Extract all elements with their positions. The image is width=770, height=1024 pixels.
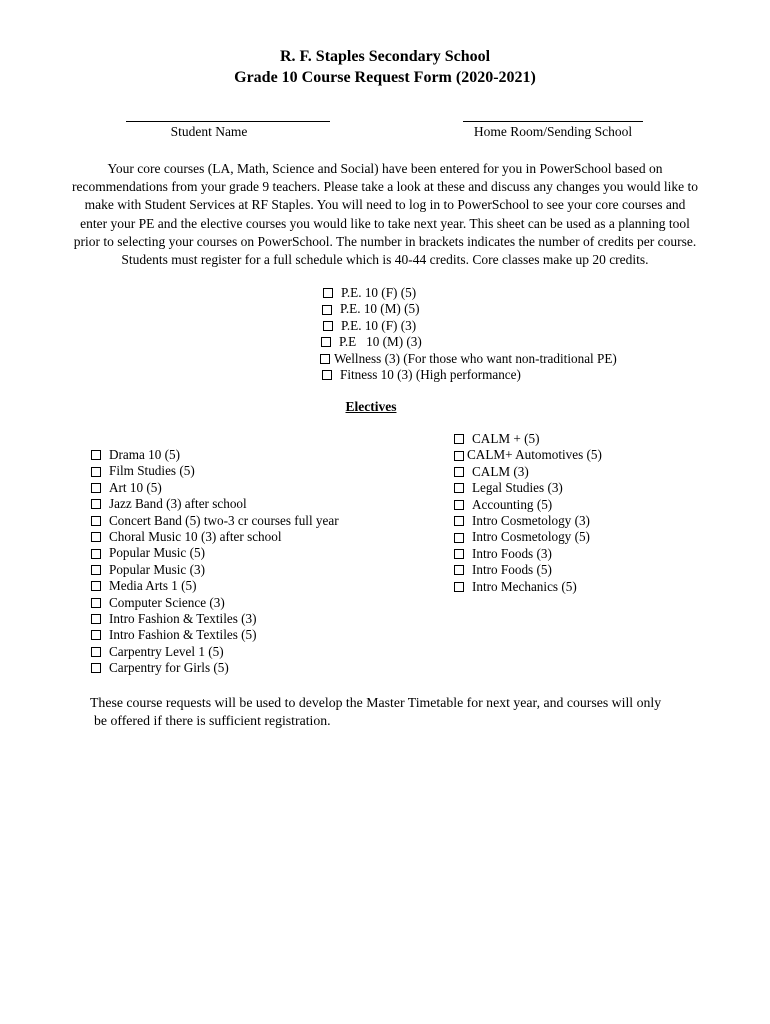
elective-option[interactable] (454, 529, 602, 545)
elective-option[interactable] (91, 660, 339, 676)
pe-option[interactable] (320, 318, 617, 334)
intro-line: recommendations from your grade 9 teachers. Please take a look at these and discuss any changes you would like to (71, 179, 699, 195)
student-name-line[interactable] (126, 121, 330, 122)
pe-options-list (320, 285, 617, 383)
elective-option[interactable] (91, 463, 339, 479)
pe-option[interactable] (320, 334, 617, 350)
electives-heading: Electives (345, 399, 397, 414)
electives-right-list (454, 431, 602, 595)
intro-line: Your core courses (LA, Math, Science and Social) have been entered for you in PowerSchool based on (107, 161, 663, 176)
checkbox[interactable] (454, 500, 464, 510)
checkbox[interactable] (454, 516, 464, 526)
elective-label: Drama 10 (5) (109, 447, 181, 462)
checkbox[interactable] (91, 516, 101, 526)
checkbox[interactable] (91, 483, 101, 493)
elective-label: Accounting (5) (472, 496, 553, 512)
school-name: R. F. Staples Secondary School (279, 48, 491, 65)
elective-label: CALM+ Automotives (5) (467, 447, 602, 463)
elective-option[interactable] (91, 545, 339, 561)
intro-line: prior to selecting your courses on PowerSchool. The number in brackets indicates the number of credits per course. (73, 233, 697, 249)
elective-label: Intro Foods (5) (472, 562, 552, 578)
checkbox[interactable] (323, 321, 333, 331)
elective-option[interactable] (91, 480, 339, 496)
elective-label: Carpentry Level 1 (5) (109, 643, 224, 659)
checkbox[interactable] (321, 337, 331, 347)
checkbox[interactable] (454, 467, 464, 477)
elective-label: Intro Cosmetology (5) (472, 529, 590, 545)
pe-option-label: P.E. 10 (F) (5) (341, 285, 417, 300)
checkbox[interactable] (91, 630, 101, 640)
elective-option[interactable] (454, 513, 602, 529)
pe-option-label: P.E. 10 (F) (3) (341, 317, 417, 333)
checkbox[interactable] (91, 598, 101, 608)
elective-option[interactable] (454, 579, 602, 595)
pe-option-label: P.E 10 (M) (3) (339, 334, 422, 350)
checkbox[interactable] (91, 663, 101, 673)
elective-option[interactable] (91, 578, 339, 594)
elective-option[interactable] (91, 644, 339, 660)
checkbox[interactable] (322, 305, 332, 315)
pe-option-label: Fitness 10 (3) (High performance) (340, 366, 521, 382)
elective-label: Media Arts 1 (5) (109, 578, 197, 594)
footer-line: These course requests will be used to develop the Master Timetable for next year, and courses will only (90, 695, 662, 710)
elective-option[interactable] (91, 562, 339, 578)
elective-label: CALM (3) (472, 463, 529, 479)
checkbox[interactable] (91, 647, 101, 657)
checkbox[interactable] (454, 483, 464, 493)
elective-label: Intro Foods (3) (472, 545, 552, 561)
student-name-label: Student Name (170, 124, 248, 139)
checkbox[interactable] (91, 614, 101, 624)
checkbox[interactable] (91, 532, 101, 542)
footer-line: be offered if there is sufficient registration. (94, 713, 331, 728)
intro-line: enter your PE and the elective courses you would like to take next year. This sheet can be used as a planning tool (80, 215, 690, 231)
elective-label: Intro Fashion & Textiles (3) (109, 610, 257, 626)
pe-option[interactable] (320, 285, 617, 301)
elective-option[interactable] (91, 627, 339, 643)
elective-label: Film Studies (5) (109, 463, 195, 479)
elective-option[interactable] (91, 611, 339, 627)
pe-option[interactable] (320, 301, 617, 317)
footer-note (90, 694, 730, 730)
elective-label: Computer Science (3) (109, 594, 225, 610)
checkbox[interactable] (454, 434, 464, 444)
elective-option[interactable] (454, 480, 602, 496)
pe-option-label: Wellness (3) (For those who want non-traditional PE) (334, 350, 617, 366)
checkbox[interactable] (91, 581, 101, 591)
elective-option[interactable] (91, 513, 339, 529)
elective-label: Concert Band (5) two-3 cr courses full year (109, 512, 339, 528)
pe-option-label: P.E. 10 (M) (5) (340, 301, 420, 317)
elective-option[interactable] (454, 431, 602, 447)
checkbox[interactable] (454, 582, 464, 592)
elective-option[interactable] (91, 496, 339, 512)
checkbox[interactable] (454, 533, 464, 543)
elective-label: Intro Mechanics (5) (472, 578, 577, 594)
elective-option[interactable] (454, 546, 602, 562)
elective-label: CALM + (5) (472, 431, 540, 446)
intro-line: Students must register for a full schedule which is 40-44 credits. Core classes make up 20 credits. (121, 252, 649, 268)
checkbox[interactable] (91, 565, 101, 575)
elective-label: Legal Studies (3) (472, 480, 563, 496)
checkbox[interactable] (91, 499, 101, 509)
intro-paragraph (14, 160, 756, 269)
elective-option[interactable] (454, 562, 602, 578)
pe-option[interactable] (320, 367, 617, 383)
checkbox[interactable] (454, 565, 464, 575)
checkbox[interactable] (323, 288, 333, 298)
checkbox[interactable] (91, 549, 101, 559)
elective-option[interactable] (91, 595, 339, 611)
checkbox[interactable] (454, 451, 464, 461)
checkbox[interactable] (454, 549, 464, 559)
form-title: Grade 10 Course Request Form (2020-2021) (234, 69, 536, 86)
elective-label: Art 10 (5) (109, 479, 162, 495)
checkbox[interactable] (320, 354, 330, 364)
elective-label: Jazz Band (3) after school (109, 496, 247, 512)
intro-line: make with Student Services at RF Staples. You will need to log in to PowerSchool to see your core courses and (84, 197, 686, 213)
elective-option[interactable] (454, 464, 602, 480)
elective-option[interactable] (91, 447, 339, 463)
checkbox[interactable] (322, 370, 332, 380)
checkbox[interactable] (91, 467, 101, 477)
elective-option[interactable] (91, 529, 339, 545)
pe-option[interactable] (320, 351, 617, 367)
elective-label: Intro Fashion & Textiles (5) (109, 627, 257, 643)
homeroom-line[interactable] (463, 121, 643, 122)
elective-label: Choral Music 10 (3) after school (109, 528, 282, 544)
elective-label: Carpentry for Girls (5) (109, 660, 229, 676)
checkbox[interactable] (91, 450, 101, 460)
homeroom-label: Home Room/Sending School (473, 124, 633, 139)
elective-label: Intro Cosmetology (3) (472, 512, 590, 528)
elective-option[interactable] (454, 447, 602, 463)
electives-left-list (91, 447, 339, 676)
elective-label: Popular Music (3) (109, 561, 205, 577)
elective-label: Popular Music (5) (109, 545, 205, 561)
elective-option[interactable] (454, 497, 602, 513)
